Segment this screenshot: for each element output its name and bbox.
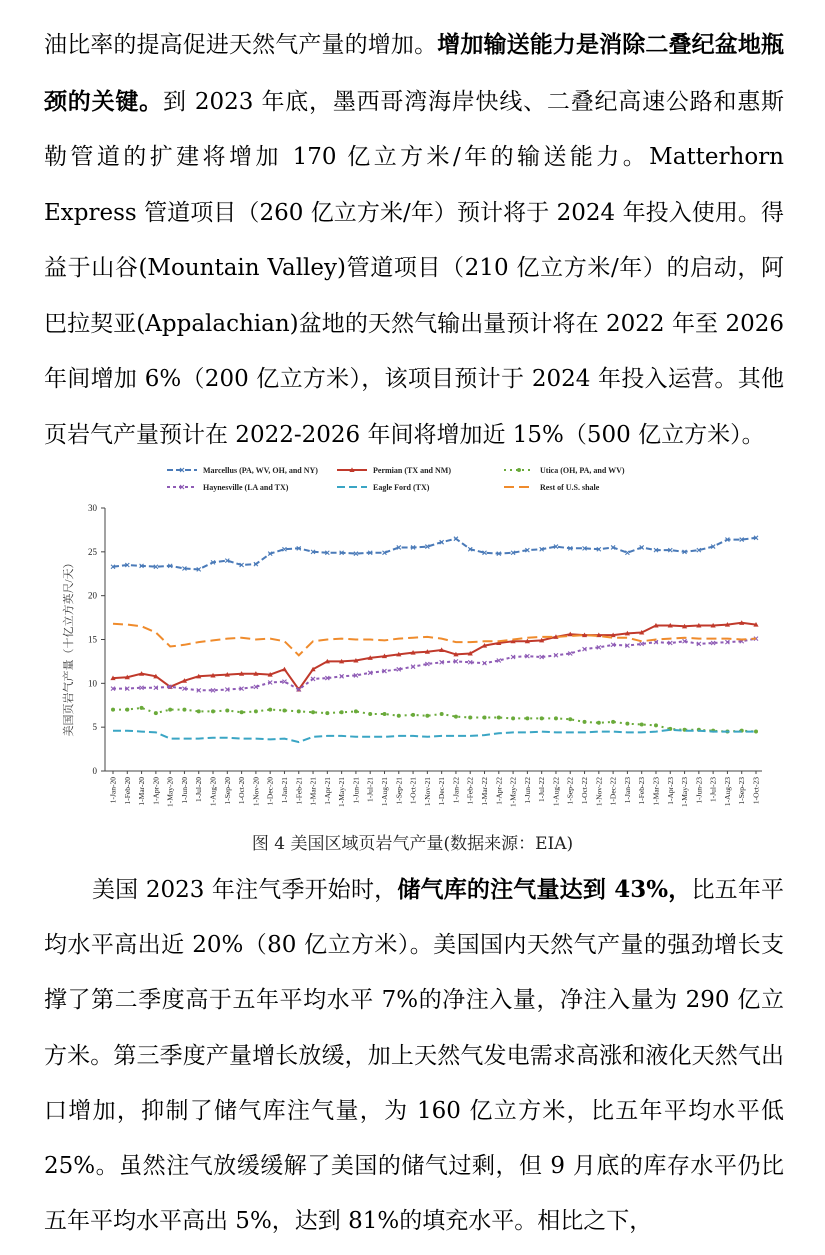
x-tick-label: 1-Jul-20 (194, 777, 204, 802)
data-point (182, 708, 186, 712)
x-tick-label: 1-Dec-22 (608, 777, 618, 806)
x-tick-label: 1-Aug-23 (722, 777, 732, 807)
x-tick-label: 1-Apr-21 (322, 777, 332, 805)
chart-axes (88, 503, 762, 807)
data-point (440, 712, 444, 716)
legend-entry-5 (504, 483, 600, 492)
series-1 (110, 620, 758, 691)
data-point (425, 714, 429, 718)
x-tick-label: 1-Jun-21 (351, 777, 361, 804)
data-point (140, 706, 144, 710)
x-tick-label: 1-Jan-21 (279, 777, 289, 804)
x-tick-label: 1-Apr-20 (151, 777, 161, 805)
data-point (568, 717, 572, 721)
data-point (517, 468, 521, 472)
y-axis-label: 美国页岩气产量（十亿立方英尺/天） (63, 557, 75, 737)
x-tick-label: 1-Jul-22 (537, 777, 547, 802)
x-tick-label: 1-Jun-23 (694, 777, 704, 804)
paragraph-2 (44, 862, 784, 1249)
x-tick-label: 1-Jul-21 (365, 777, 375, 802)
x-tick-label: 1-Jan-22 (451, 777, 461, 804)
x-tick-label: 1-Apr-23 (665, 777, 675, 805)
legend-entry-1 (337, 466, 451, 475)
data-point (511, 716, 515, 720)
text-segment: 油比率的提高促进天然气产量的增加。 (44, 32, 438, 58)
x-tick-label: 1-Jul-23 (708, 777, 718, 802)
shale-gas-production-chart (44, 460, 784, 825)
x-tick-label: 1-Mar-23 (651, 777, 661, 806)
legend-label: Rest of U.S. shale (540, 483, 600, 492)
y-tick-label: 10 (88, 678, 97, 689)
series-3 (111, 637, 758, 693)
text-segment: 到 2023 年底，墨西哥湾海岸快线、二叠纪高速公路和惠斯勒管道的扩建将增加 170 亿立方米/年的输送能力。Matterhorn Express 管道项目（260 亿立方米/年）预计将于 2024 年投入使用。得益于山谷(Mountain Valley)管道项目（210 亿立方米/年）的启动，阿巴拉契亚(Appalachian)盆地的天然气输出量预计将在 2022 年至 2026 年间增加 6%（200 亿立方米），该项目预计于 2024 年投入运营。其他页岩气产量预计在 2022-2026 年间将增加近 15%（500 亿立方米）。 (44, 88, 785, 448)
x-tick-label: 1-Jun-20 (179, 777, 189, 804)
series-line (113, 538, 756, 570)
data-point (282, 680, 286, 684)
x-tick-label: 1-May-23 (680, 777, 690, 807)
data-point (168, 708, 172, 712)
y-tick-label: 20 (88, 590, 97, 601)
series-2 (111, 706, 758, 734)
bold-text-segment: 增加输送能力是消除二叠纪盆地瓶颈的关键。 (44, 31, 785, 115)
data-point (282, 709, 286, 713)
legend-label: Utica (OH, PA, and WV) (540, 466, 625, 475)
data-point (154, 711, 158, 715)
data-point (454, 715, 458, 719)
x-tick-label: 1-Feb-20 (122, 777, 132, 805)
legend-label: Permian (TX and NM) (373, 466, 451, 475)
data-point (554, 716, 558, 720)
data-point (325, 711, 329, 715)
x-tick-label: 1-Sep-21 (394, 777, 404, 805)
data-point (640, 723, 644, 727)
x-tick-label: 1-Oct-23 (751, 777, 761, 805)
text-segment: 美国 2023 年注气季开始时， (92, 877, 398, 903)
data-point (497, 716, 501, 720)
x-tick-label: 1-Aug-22 (551, 777, 561, 807)
data-point (597, 721, 601, 725)
legend-entry-3 (167, 483, 289, 492)
x-tick-label: 1-Dec-21 (437, 777, 447, 806)
data-point (211, 709, 215, 713)
y-tick-label: 0 (92, 766, 97, 776)
x-tick-label: 1-Sep-23 (737, 777, 747, 805)
text-segment: 比五年平均水平高出近 20%（80 亿立方米）。美国国内天然气产量的强劲增长支撑了第二季度高于五年平均水平 7%的净注入量，净注入量为 290 亿立方米。第三季度产量增长放缓，加上天然气发电需求高涨和液化天然气出口增加，抑制了储气库注气量，为 160 亿立方米，比五年平均水平低 25%。虽然注气放缓缓解了美国的储气过剩，但 9 月底的库存水平仍比五年平均水平高出 5%，达到 81%的填充水平。相比之下， (44, 877, 785, 1235)
x-tick-label: 1-Nov-20 (251, 777, 261, 807)
x-tick-label: 1-Oct-20 (237, 777, 247, 805)
legend-entry-4 (337, 483, 430, 492)
data-point (282, 547, 286, 551)
data-point (340, 710, 344, 714)
x-tick-label: 1-Jan-23 (622, 777, 632, 804)
series-line (113, 639, 756, 691)
x-tick-label: 1-Apr-22 (494, 777, 504, 805)
series-4 (113, 730, 756, 742)
x-tick-label: 1-Feb-23 (637, 777, 647, 805)
paragraph-1 (44, 17, 784, 463)
bold-text-segment: 储气库的注气量达到 43%， (397, 876, 692, 903)
x-tick-label: 1-Nov-21 (422, 777, 432, 807)
data-point (354, 709, 358, 713)
data-point (654, 723, 658, 727)
x-tick-label: 1-May-21 (337, 777, 347, 807)
data-point (225, 709, 229, 713)
y-tick-label: 25 (88, 546, 97, 557)
data-point (240, 710, 244, 714)
legend-label: Eagle Ford (TX) (373, 483, 430, 492)
figure-caption: 图 4 美国区域页岩气产量(数据来源：EIA) (251, 834, 574, 854)
x-tick-label: 1-Mar-22 (480, 777, 490, 806)
series-line (113, 708, 756, 732)
series-0 (111, 536, 758, 572)
data-point (525, 716, 529, 720)
chart-legend (167, 466, 625, 492)
data-point (197, 709, 201, 713)
legend-entry-0 (167, 466, 318, 475)
series-line (113, 730, 756, 742)
x-tick-label: 1-Nov-22 (594, 777, 604, 807)
x-tick-label: 1-Aug-21 (379, 777, 389, 807)
y-tick-label: 15 (88, 634, 97, 645)
y-tick-label: 30 (88, 503, 97, 513)
data-point (254, 709, 258, 713)
x-tick-label: 1-Mar-21 (308, 777, 318, 806)
data-point (368, 712, 372, 716)
data-point (468, 716, 472, 720)
data-point (583, 720, 587, 724)
x-tick-label: 1-Sep-20 (222, 777, 232, 805)
data-point (268, 708, 272, 712)
legend-label: Marcellus (PA, WV, OH, and NY) (203, 466, 318, 475)
data-point (611, 720, 615, 724)
data-point (125, 708, 129, 712)
x-tick-label: 1-Oct-21 (408, 777, 418, 805)
x-tick-label: 1-Feb-21 (294, 777, 304, 805)
data-point (297, 709, 301, 713)
data-point (382, 712, 386, 716)
legend-entry-2 (504, 466, 625, 475)
x-tick-label: 1-Aug-20 (208, 777, 218, 807)
x-tick-label: 1-May-20 (165, 777, 175, 807)
data-point (397, 714, 401, 718)
x-tick-label: 1-Dec-20 (265, 777, 275, 806)
y-tick-label: 5 (92, 722, 97, 733)
data-point (625, 551, 629, 555)
x-tick-label: 1-Feb-22 (465, 777, 475, 805)
x-tick-label: 1-Mar-20 (137, 777, 147, 806)
data-point (111, 708, 115, 712)
x-tick-label: 1-Sep-22 (565, 777, 575, 805)
x-tick-label: 1-Jan-20 (108, 777, 118, 804)
x-tick-label: 1-Jun-22 (522, 777, 532, 804)
data-point (411, 713, 415, 717)
data-point (311, 710, 315, 714)
legend-label: Haynesville (LA and TX) (203, 483, 289, 492)
x-tick-label: 1-May-22 (508, 777, 518, 807)
chart-series (110, 536, 758, 742)
data-point (754, 730, 758, 734)
series-line (113, 623, 756, 690)
x-tick-label: 1-Oct-22 (580, 777, 590, 805)
data-point (483, 716, 487, 720)
data-point (625, 722, 629, 726)
data-point (540, 716, 544, 720)
